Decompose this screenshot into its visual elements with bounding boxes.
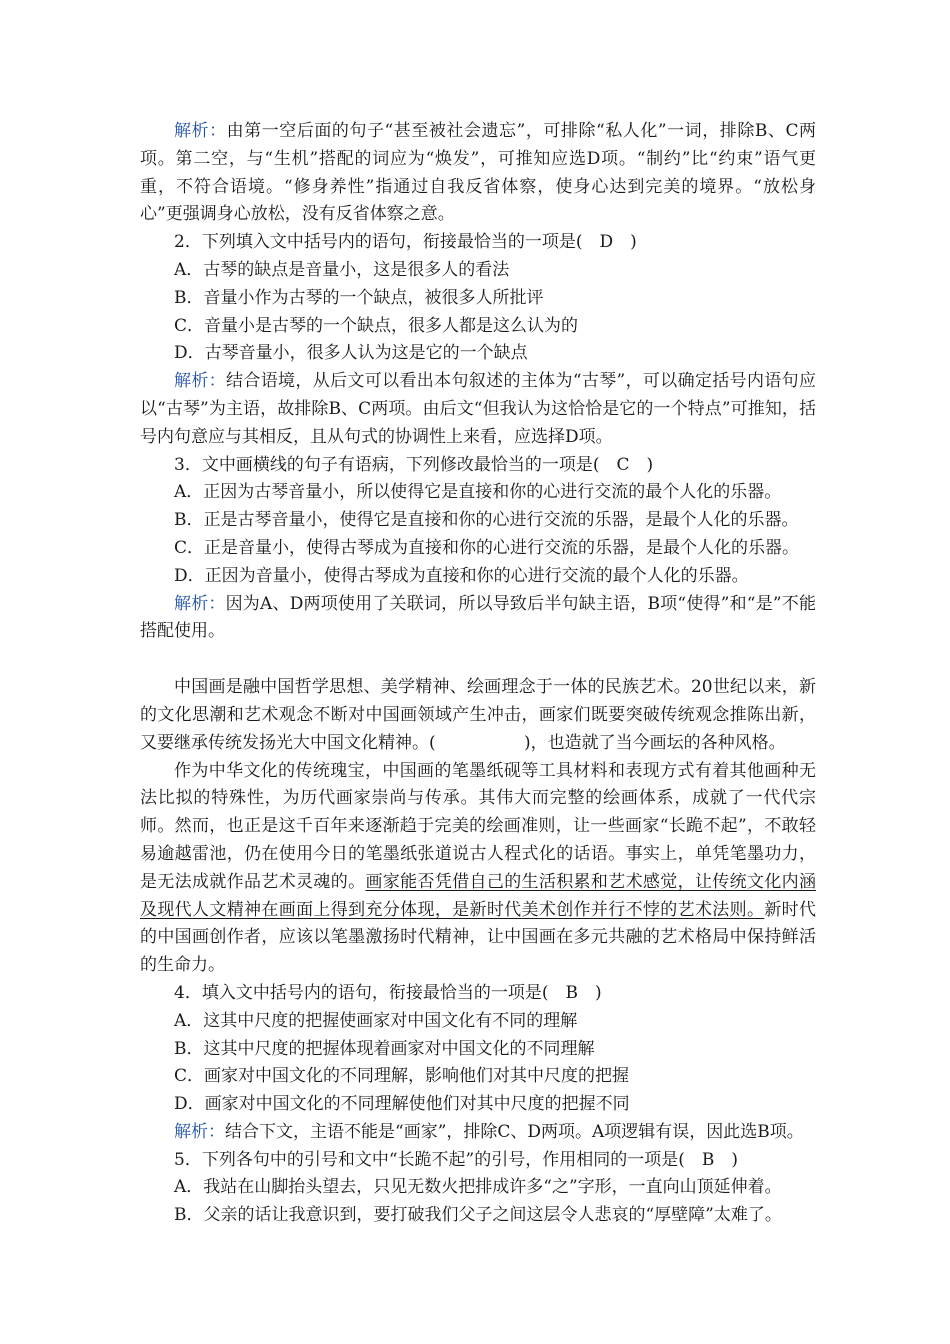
q4-stem: 4．填入文中括号内的语句，衔接最恰当的一项是( B ) bbox=[174, 982, 602, 1003]
q3-option-c: C．正是音量小，使得古琴成为直接和你的心进行交流的乐器，是最个人化的乐器。 bbox=[174, 537, 800, 558]
q5-stem: 5．下列各句中的引号和文中“长跪不起”的引号，作用相同的一项是( B ) bbox=[174, 1149, 738, 1170]
q3-option-a: A．正因为古琴音量小，所以使得它是直接和你的心进行交流的最个人化的乐器。 bbox=[174, 482, 782, 503]
q5-option-a: A．我站在山脚抬头望去，只见无数火把排成许多“之”字形，一直向山顶延伸着。 bbox=[174, 1177, 782, 1198]
passage-paragraph-1 bbox=[140, 674, 816, 757]
passage-text: 中国画是融中国哲学思想、美学精神、绘画理念于一体的民族艺术。20世纪以来，新的文化思潮和艺术观念不断对中国画领域产生冲击，画家们既要突破传统观念推陈出新，又要继承传统发扬光大中国文化精神。( bbox=[140, 677, 816, 753]
q4-option-b: B．这其中尺度的把握体现着画家对中国文化的不同理解 bbox=[174, 1038, 595, 1059]
passage-text: )，也造就了当今画坛的各种风格。 bbox=[524, 732, 786, 753]
analysis-label: 解析： bbox=[174, 371, 227, 392]
q2-option-b: B．音量小作为古琴的一个缺点，被很多人所批评 bbox=[174, 287, 544, 308]
q3-stem: 3．文中画横线的句子有语病，下列修改最恰当的一项是( C ) bbox=[174, 454, 654, 475]
q3-option-d: D．正因为音量小，使得古琴成为直接和你的心进行交流的最个人化的乐器。 bbox=[174, 565, 749, 586]
q1-analysis bbox=[140, 118, 816, 229]
analysis-text: 由第一空后面的句子“甚至被社会遗忘”，可排除“私人化”一词，排除B、C两项。第二空，与“生机”搭配的词应为“焕发”，可推知应选D项。“制约”比“约束”语气更重，不符合语境。“修身养性”指通过自我反省体察，使身心达到完美的境界。“放松身心”更强调身心放松，没有反省体察之意。 bbox=[140, 121, 817, 225]
section-gap bbox=[140, 646, 816, 674]
q2-stem: 2．下列填入文中括号内的语句，衔接最恰当的一项是( D ) bbox=[174, 232, 637, 253]
q4-option-a: A．这其中尺度的把握使画家对中国文化有不同的理解 bbox=[174, 1010, 578, 1031]
passage-text: 新时代的中国画创作者，应该以笔墨激扬时代精神，让中国画在多元共融的艺术格局中保持鲜活的生命力。 bbox=[140, 899, 817, 976]
passage-paragraph-2 bbox=[140, 758, 816, 980]
analysis-text: 因为A、D两项使用了关联词，所以导致后半句缺主语，B项“使得”和“是”不能搭配使用。 bbox=[140, 593, 816, 642]
q4-option-d: D．画家对中国文化的不同理解使他们对其中尺度的把握不同 bbox=[174, 1094, 630, 1115]
analysis-label: 解析： bbox=[174, 1121, 225, 1142]
q2-option-c: C．音量小是古琴的一个缺点，很多人都是这么认为的 bbox=[174, 315, 579, 336]
q3-analysis bbox=[140, 591, 816, 647]
q4-analysis bbox=[140, 1119, 816, 1147]
analysis-label: 解析： bbox=[174, 593, 226, 614]
passage-text: 作为中华文化的传统瑰宝，中国画的笔墨纸砚等工具材料和表现方式有着其他画种无法比拟的特殊性，为历代画家崇尚与传承。其伟大而完整的绘画体系，成就了一代代宗师。然而，也正是这千百年来逐渐趋于完美的绘画准则，让一些画家“长跪不起”，不敢轻易逾越雷池，仍在使用今日的笔墨纸张道说古人程式化的话语。事实上，单凭笔墨功力，是无法成就作品艺术灵魂的。 bbox=[140, 760, 816, 892]
analysis-text: 结合下文，主语不能是“画家”，排除C、D两项。A项逻辑有误，因此选B项。 bbox=[225, 1121, 804, 1142]
q2-option-a: A．古琴的缺点是音量小，这是很多人的看法 bbox=[174, 259, 510, 280]
q2-option-d: D．古琴音量小，很多人认为这是它的一个缺点 bbox=[174, 343, 528, 364]
q4-option-c: C．画家对中国文化的不同理解，影响他们对其中尺度的把握 bbox=[174, 1066, 630, 1087]
analysis-text: 结合语境，从后文可以看出本句叙述的主体为“古琴”，可以确定括号内语句应以“古琴”为主语，故排除B、C两项。由后文“但我认为这恰恰是它的一个特点”可推知，括号内句意应与其相反，且从句式的协调性上来看，应选择D项。 bbox=[140, 371, 816, 447]
q3-option-b: B．正是古琴音量小，使得它是直接和你的心进行交流的乐器，是最个人化的乐器。 bbox=[174, 510, 799, 531]
q5-option-b: B．父亲的话让我意识到，要打破我们父子之间这层令人悲哀的“厚壁障”太难了。 bbox=[174, 1205, 782, 1226]
underlined-sentence: 画家能否凭借自己的生活积累和艺术感觉，让传统文化内涵及现代人文精神在画面上得到充分体现，是新时代美术创作并行不悖的艺术法则。 bbox=[140, 871, 817, 920]
q2-analysis bbox=[140, 368, 816, 451]
analysis-label: 解析： bbox=[174, 121, 227, 141]
